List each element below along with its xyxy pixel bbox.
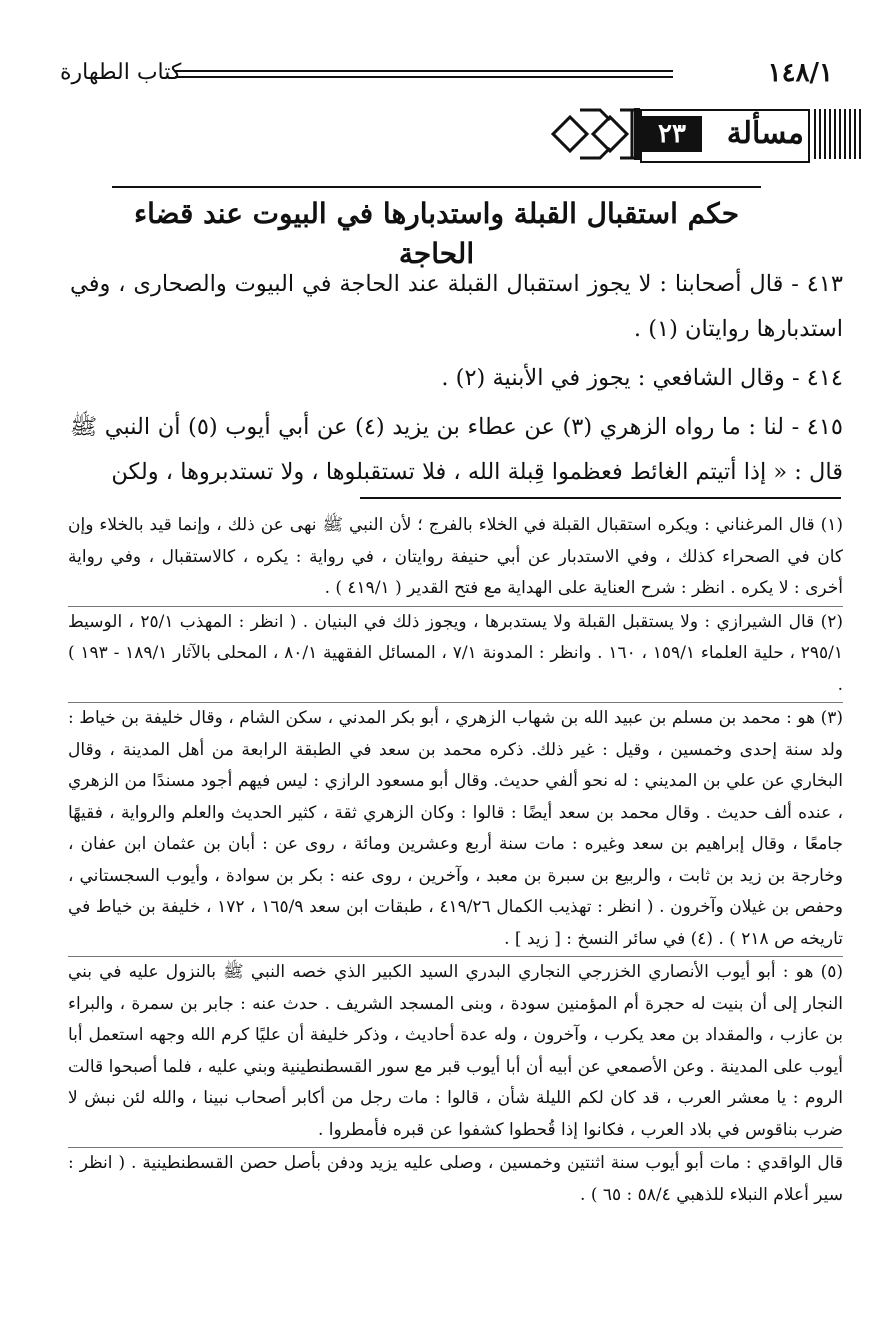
masala-banner — [550, 104, 862, 164]
footnote-5: (٥) هو : أبو أيوب الأنصاري الخزرجي النجاري البدري السيد الكبير الذي خصه النبي ﷺ بالنزول عليه في بني النجار إلى أن بنيت له حجرة أم المؤمنين سودة ، وبنى المسجد الشريف . حدث عنه : جابر بن سمرة ، والبراء بن عازب ، والمقداد بن معد يكرب ، وآخرون ، وله عدة أحاديث ، وذكر خليفة أن عليًا كرم الله وجهه استعمل أبا أيوب على المدينة . وعن الأصمعي عن أبيه أن أبا أيوب قبر مع سور القسطنطينية وبني عليه ، فلما أصبحوا قالت الروم : يا معشر العرب ، قد كان لكم الليلة شأن ، قالوا : مات رجل من أكابر أصحاب نبينا ، والله لئن نبش لا ضرب بناقوس في بلاد العرب ، فكانوا إذا قُحطوا كشفوا عن قبره فأمطروا . — [68, 962, 843, 1140]
chapter-heading: حكم استقبال القبلة واستدبارها في البيوت عند قضاء الحاجة — [133, 197, 740, 270]
footnote-3-4: (٣) هو : محمد بن مسلم بن عبيد الله بن شهاب الزهري ، أبو بكر المدني ، سكن الشام ، وقال خليفة بن خياط : ولد سنة إحدى وخمسين ، وقيل : غير ذلك. ذكره محمد بن سعد في الطبقة الرابعة من أهل المدينة ، وقال البخاري عن علي بن المديني : له نحو ألفي حديث. وقال أبو مسعود الرازي : ليس فيهم أجود مسندًا من الزهري ، عنده ألف حديث . وقال محمد بن سعد أيضًا : قالوا : وكان الزهري ثقة ، كثير الحديث والعلم والرواية ، فقيهًا جامعًا ، وقال إبراهيم بن سعد وغيره : مات سنة أربع وعشرين ومائة ، روى عن : أبان بن عثمان ابن عفان ، وخارجة بن زيد بن ثابت ، والربيع بن سبرة بن معبد ، وآخرين ، روى عنه : بكر بن سوادة ، وأيوب السجستاني ، وحفص بن غيلان وآخرون . ( انظر : تهذيب الكمال ٤١٩/٢٦ ، طبقات ابن سعد ١٦٥/٩ ، ١٧٢ ، خليفة بن خياط في تاريخه ص ٢١٨ ) . (٤) في سائر النسخ : [ زيد ] . — [68, 708, 844, 949]
page-number: ١٤٨/١ — [767, 58, 833, 88]
footnote-rule — [360, 497, 841, 499]
masala-number: ٢٣ — [642, 116, 702, 152]
book-title: كتاب الطهارة — [60, 60, 182, 85]
footnotes — [68, 510, 843, 1211]
main-text — [70, 262, 843, 499]
star-ornament-icon — [550, 104, 645, 164]
banner-bars — [814, 109, 862, 159]
footnote-2: (٢) قال الشيرازي : ولا يستقبل القبلة ولا يستدبرها ، ويجوز ذلك في البنيان . ( انظر : المهذب ٢٥/١ ، الوسيط ٢٩٥/١ ، حلية العلماء ١٥٩/١ ، ١٦٠ . وانظر : المدونة ٧/١ ، المسائل الفقهية ٨٠/١ ، المحلى بالآثار ١٨٩/١ - ١٩٣ ) . — [68, 611, 843, 695]
heading-rule — [112, 186, 761, 188]
paragraph-413: ٤١٣ - قال أصحابنا : لا يجوز استقبال القبلة عند الحاجة في البيوت والصحارى ، وفي استدبارها روايتان (١) . — [70, 271, 843, 342]
paragraph-415: ٤١٥ - لنا : ما رواه الزهري (٣) عن عطاء بن يزيد (٤) عن أبي أيوب (٥) أن النبي ﷺ قال : « إذا أتيتم الغائط فعظموا قِبلة الله ، فلا تستقبلوها ، ولا تستدبروها ، ولكن — [70, 414, 843, 485]
masala-label: مسألة — [726, 116, 804, 151]
paragraph-414: ٤١٤ - وقال الشافعي : يجوز في الأبنية (٢) . — [441, 365, 843, 391]
header-rule — [175, 70, 673, 78]
footnote-5-continued: قال الواقدي : مات أبو أيوب سنة اثنتين وخمسين ، وصلى عليه يزيد ودفن بأصل حصن القسطنطينية . ( انظر : سير أعلام النبلاء للذهبي ٥٨/٤ : ٦٥ ) . — [68, 1153, 843, 1205]
footnote-1: (١) قال المرغناني : ويكره استقبال القبلة في الخلاء بالفرج ؛ لأن النبي ﷺ نهى عن ذلك ، وإنما قيد بالخلاء وإن كان في الصحراء كذلك ، وفي الاستدبار عن أبي حنيفة روايتان ، في رواية : يكره ، كالاستقبال ، وفي رواية أخرى : لا يكره . انظر : شرح العناية على الهداية مع فتح القدير ( ٤١٩/١ ) . — [68, 515, 843, 598]
